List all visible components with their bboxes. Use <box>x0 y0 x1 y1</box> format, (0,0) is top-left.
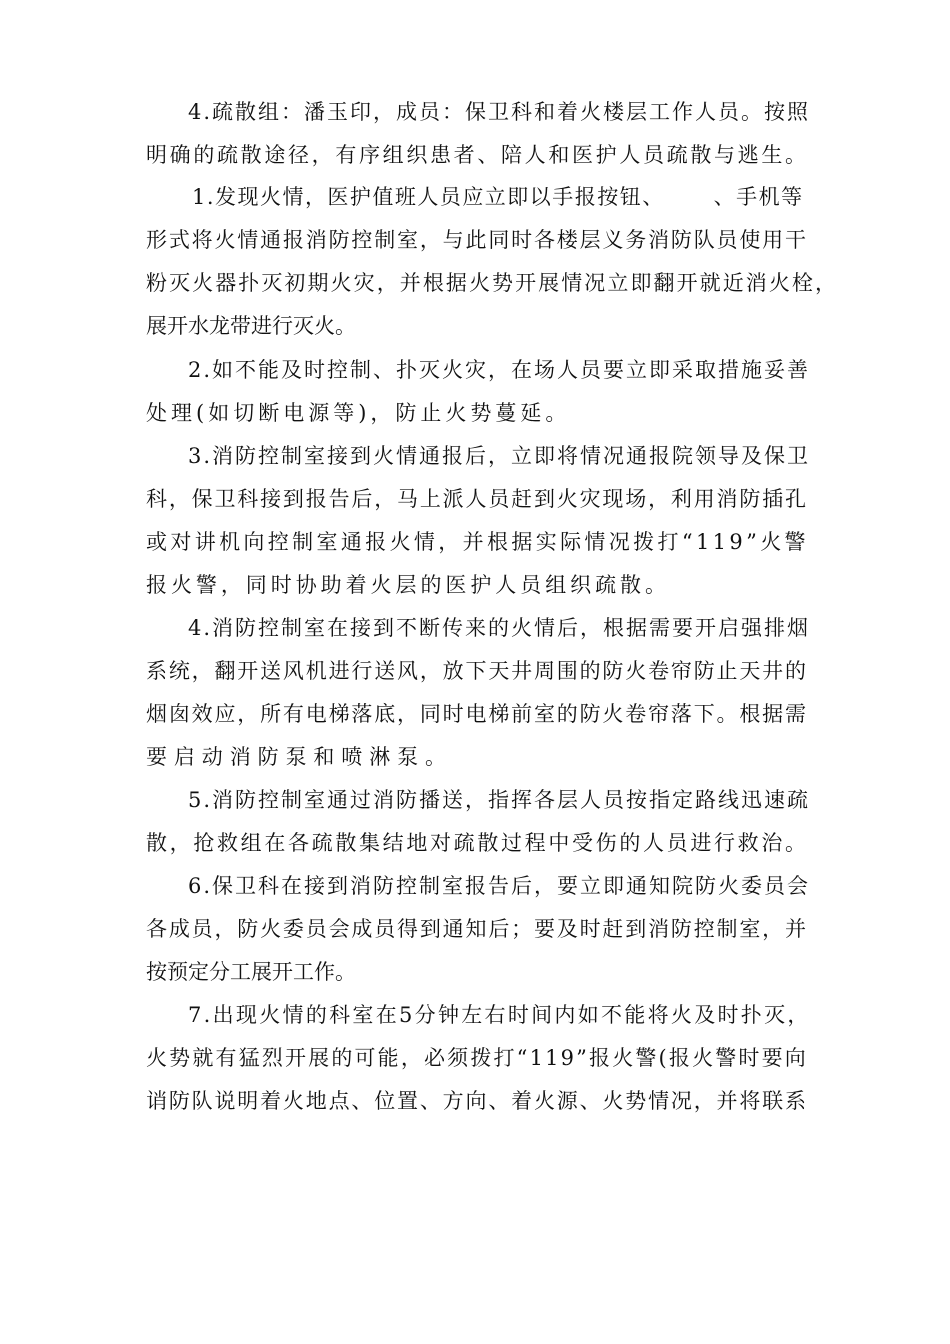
text-line: 散，抢救组在各疏散集结地对疏散过程中受伤的人员进行救治。 <box>146 831 809 855</box>
text-line: 要启动消防泵和喷淋泵。 <box>146 745 453 769</box>
text-line: 形式将火情通报消防控制室，与此同时各楼层义务消防队员使用干 <box>146 228 808 252</box>
text-line: 系统，翻开送风机进行送风，放下天井周围的防火卷帘防止天井的 <box>146 659 808 683</box>
text-line: 各成员，防火委员会成员得到通知后；要及时赶到消防控制室，并 <box>146 917 808 941</box>
text-line: 粉灭火器扑灭初期火灾，并根据火势开展情况立即翻开就近消火栓， <box>146 271 839 295</box>
text-line: 6.保卫科在接到消防控制室报告后，要立即通知院防火委员会 <box>188 874 811 898</box>
text-line: 7.出现火情的科室在5分钟左右时间内如不能将火及时扑灭， <box>188 1003 811 1027</box>
text-line: 或对讲机向控制室通报火情，并根据实际情况拨打“119”火警 <box>146 530 809 554</box>
text-line: 烟囱效应，所有电梯落底，同时电梯前室的防火卷帘落下。根据需 <box>146 702 808 726</box>
text-line: 2.如不能及时控制、扑灭火灾，在场人员要立即采取措施妥善 <box>188 358 811 382</box>
text-line: 展开水龙带进行灭火。 <box>146 314 356 338</box>
text-line: 4.消防控制室在接到不断传来的火情后，根据需要开启强排烟 <box>188 616 811 640</box>
text-line: 火势就有猛烈开展的可能，必须拨打“119”报火警(报火警时要向 <box>146 1046 808 1070</box>
text-line: 明确的疏散途径，有序组织患者、陪人和医护人员疏散与逃生。 <box>146 143 809 167</box>
text-line: 5.消防控制室通过消防播送，指挥各层人员按指定路线迅速疏 <box>188 788 811 812</box>
text-line: 按预定分工展开工作。 <box>146 960 356 984</box>
text-line: 报火警，同时协助着火层的医护人员组织疏散。 <box>146 573 670 597</box>
text-line: 4.疏散组：潘玉印，成员：保卫科和着火楼层工作人员。按照 <box>188 100 811 124</box>
text-line: 科，保卫科接到报告后，马上派人员赶到火灾现场，利用消防插孔 <box>146 487 808 511</box>
text-line: 诮防队说明着火地点、位置、方向、着火源、火势情况，并将联系 <box>146 1089 808 1113</box>
text-line: 处理(如切断电源等)，防止火势蔓延。 <box>146 401 571 425</box>
text-line: 3.消防控制室接到火情通报后，立即将情况通报院领导及保卫 <box>188 444 811 468</box>
text-line: 1.发现火情，医护值班人员应立即以手报按钮、 、手机等 <box>192 185 804 209</box>
